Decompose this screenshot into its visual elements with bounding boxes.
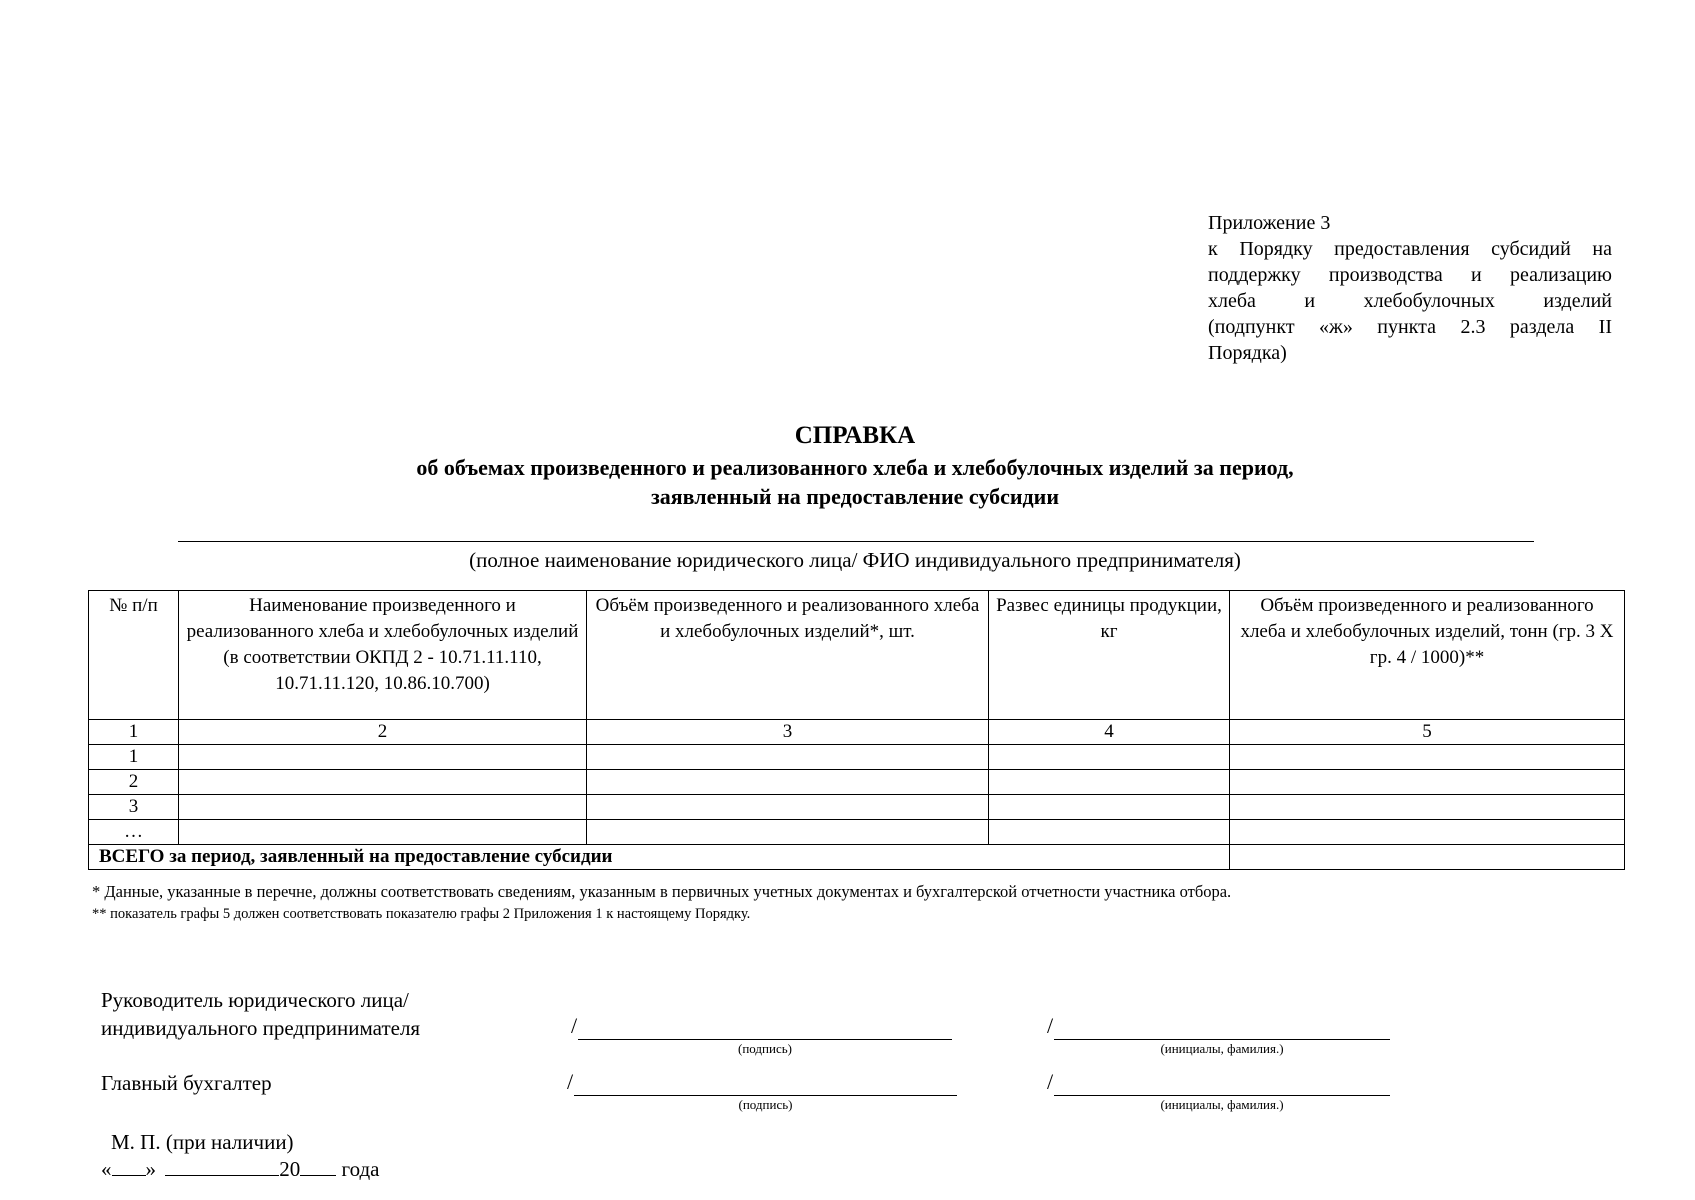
date-suffix: года [341, 1157, 380, 1181]
table-row [89, 795, 1625, 820]
accountant-label: Главный бухгалтер [101, 1071, 272, 1095]
head-signatory-label [101, 986, 420, 1042]
slash-separator: / [571, 1013, 578, 1038]
unit-weight-cell[interactable] [989, 745, 1230, 770]
column-number-cell: 2 [179, 720, 587, 745]
appendix-header [1208, 210, 1612, 366]
appendix-line: поддержку производства и реализацию [1208, 264, 1612, 286]
signature-caption: (подпись) [738, 1041, 792, 1056]
header-cell-number: № п/п [89, 591, 179, 720]
appendix-line: (подпункт «ж» пункта 2.3 раздела II [1208, 316, 1612, 338]
row-number-cell: 2 [89, 770, 179, 795]
slash-separator: / [1047, 1013, 1054, 1038]
document-title: СПРАВКА [794, 422, 916, 449]
table-row [89, 770, 1625, 795]
head-label-line-1: Руководитель юридического лица/ [101, 988, 409, 1012]
unit-weight-cell[interactable] [989, 820, 1230, 845]
name-caption: (инициалы, фамилия.) [1160, 1097, 1284, 1112]
column-number-row [89, 720, 1625, 745]
slash-separator: / [567, 1069, 574, 1094]
date-line [101, 1155, 380, 1183]
row-number-cell: … [89, 820, 179, 845]
product-name-cell[interactable] [179, 770, 587, 795]
date-open-quote: « [101, 1157, 112, 1181]
column-number-cell: 5 [1230, 720, 1625, 745]
stamp-label: М. П. (при наличии) [111, 1130, 294, 1154]
footnote-2: ** показатель графы 5 должен соответствовать показателю графы 2 Приложения 1 к настоящему Порядку. [92, 906, 751, 922]
document-subtitle: об объемах произведенного и реализованного хлеба и хлебобулочных изделий за период, [416, 455, 1294, 480]
volume-pcs-cell[interactable] [587, 770, 989, 795]
table-row [89, 745, 1625, 770]
organization-name-field[interactable] [178, 541, 1534, 542]
unit-weight-cell[interactable] [989, 770, 1230, 795]
unit-weight-cell[interactable] [989, 795, 1230, 820]
accountant-signature-field[interactable] [574, 1095, 957, 1096]
signature-caption: (подпись) [738, 1097, 793, 1112]
product-name-cell[interactable] [179, 820, 587, 845]
volume-tons-cell[interactable] [1230, 795, 1625, 820]
volumes-table [88, 590, 1625, 870]
product-name-cell[interactable] [179, 745, 587, 770]
volume-tons-cell[interactable] [1230, 770, 1625, 795]
appendix-line: Порядка) [1208, 342, 1287, 364]
name-caption: (инициалы, фамилия.) [1160, 1041, 1284, 1056]
appendix-line: хлеба и хлебобулочных изделий [1208, 290, 1612, 312]
product-name-cell[interactable] [179, 795, 587, 820]
volume-pcs-cell[interactable] [587, 745, 989, 770]
header-cell-unit-weight: Развес единицы продукции, кг [989, 591, 1230, 720]
column-number-cell: 3 [587, 720, 989, 745]
appendix-line: к Порядку предоставления субсидий на [1208, 238, 1612, 260]
footnote-1: * Данные, указанные в перечне, должны соответствовать сведениям, указанным в первичных учетных документах и бухгалтерской отчетности участника отбора. [92, 882, 1232, 901]
appendix-line: Приложение 3 [1208, 212, 1331, 234]
header-cell-volume-tons: Объём произведенного и реализованного хлеба и хлебобулочных изделий, тонн (гр. 3 Х гр. 4 / 1000)** [1230, 591, 1625, 720]
head-label-line-2: индивидуального предпринимателя [101, 1016, 421, 1040]
volume-tons-cell[interactable] [1230, 820, 1625, 845]
month-field[interactable] [165, 1155, 279, 1176]
organization-caption: (полное наименование юридического лица/ ФИО индивидуального предпринимателя) [469, 548, 1241, 572]
table-row [89, 820, 1625, 845]
head-signature-field[interactable] [578, 1039, 952, 1040]
column-number-cell: 1 [89, 720, 179, 745]
total-label: ВСЕГО за период, заявленный на предоставление субсидии [89, 845, 1230, 870]
accountant-name-field[interactable] [1054, 1095, 1390, 1096]
document-subtitle-2: заявленный на предоставление субсидии [650, 484, 1060, 509]
table-header-row [89, 591, 1625, 720]
header-cell-product-name: Наименование произведенного и реализованного хлеба и хлебобулочных изделий (в соответствии ОКПД 2 - 10.71.11.110, 10.71.11.120, 10.86.10.700) [179, 591, 587, 720]
row-number-cell: 1 [89, 745, 179, 770]
year-prefix: 20 [279, 1157, 301, 1181]
volume-tons-cell[interactable] [1230, 745, 1625, 770]
volume-pcs-cell[interactable] [587, 820, 989, 845]
header-cell-volume-pcs: Объём произведенного и реализованного хлеба и хлебобулочных изделий*, шт. [587, 591, 989, 720]
slash-separator: / [1047, 1069, 1054, 1094]
row-number-cell: 3 [89, 795, 179, 820]
column-number-cell: 4 [989, 720, 1230, 745]
total-value-cell[interactable] [1230, 845, 1625, 870]
day-field[interactable] [112, 1155, 146, 1176]
total-row [89, 845, 1625, 870]
year-field[interactable] [300, 1155, 336, 1176]
head-name-field[interactable] [1054, 1039, 1390, 1040]
volume-pcs-cell[interactable] [587, 795, 989, 820]
date-close-quote: » [145, 1157, 156, 1181]
